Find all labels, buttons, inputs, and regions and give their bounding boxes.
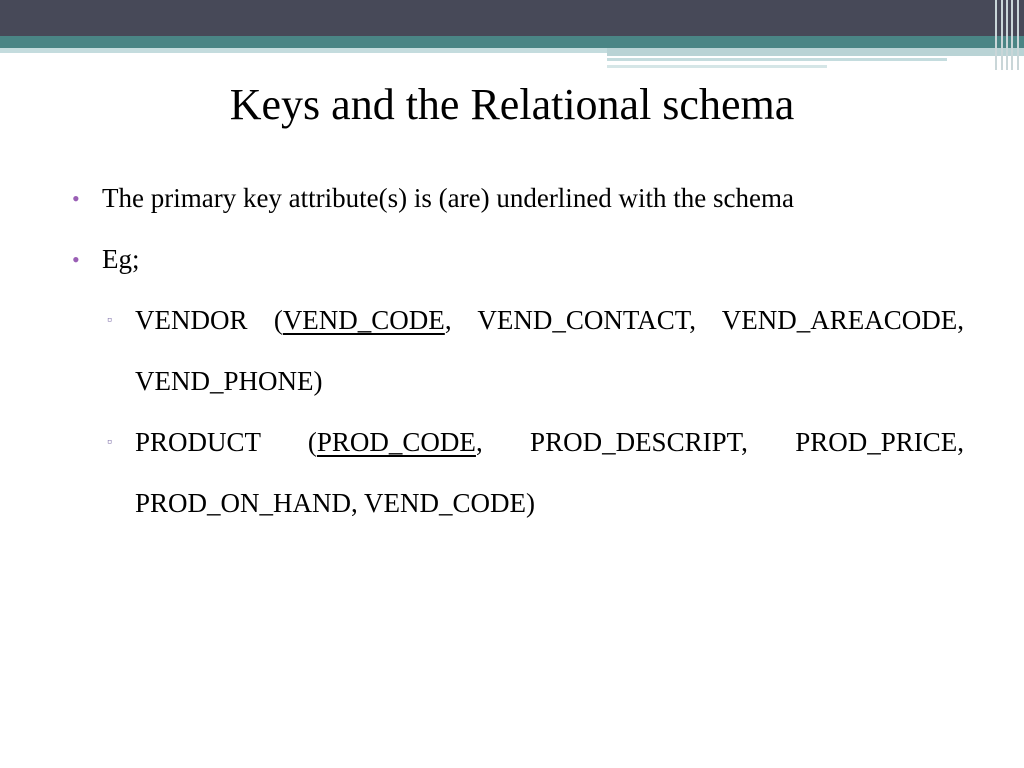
header-band-light xyxy=(0,48,607,53)
schema-table-name: PRODUCT xyxy=(135,427,261,457)
square-bullet-icon: ▫ xyxy=(107,435,112,450)
slide-title: Keys and the Relational schema xyxy=(229,80,795,129)
square-bullet-icon: ▫ xyxy=(107,313,112,328)
header-band-dark xyxy=(0,0,1024,36)
schema-example-vendor xyxy=(107,290,964,412)
header-band-teal xyxy=(0,36,1024,48)
primary-key-attribute: VEND_CODE xyxy=(282,305,445,335)
slide-body xyxy=(72,168,964,534)
bullet-dot-icon: • xyxy=(72,247,80,272)
bullet-item xyxy=(72,229,964,290)
schema-text xyxy=(135,290,964,412)
bullet-item xyxy=(72,168,964,229)
schema-table-name: VENDOR xyxy=(135,305,248,335)
bullet-dot-icon: • xyxy=(72,186,80,211)
header-edge-decoration xyxy=(990,0,1024,70)
primary-key-attribute: PROD_CODE xyxy=(316,427,476,457)
schema-other-attributes: , PROD_DESCRIPT, PROD_PRICE, PROD_ON_HAND, VEND_CODE) xyxy=(135,427,964,518)
schema-example-product xyxy=(107,412,964,534)
header-band-light-right xyxy=(607,48,1024,56)
bullet-text: Eg; xyxy=(102,244,140,274)
bullet-text: The primary key attribute(s) is (are) underlined with the schema xyxy=(102,183,794,213)
schema-open-paren: ( xyxy=(273,305,283,335)
schema-open-paren: ( xyxy=(307,427,317,457)
schema-other-attributes: , VEND_CONTACT, VEND_AREACODE, VEND_PHONE) xyxy=(135,305,964,396)
schema-text xyxy=(135,412,964,534)
header-thin-line-short xyxy=(607,65,827,68)
header-thin-line xyxy=(607,58,947,61)
